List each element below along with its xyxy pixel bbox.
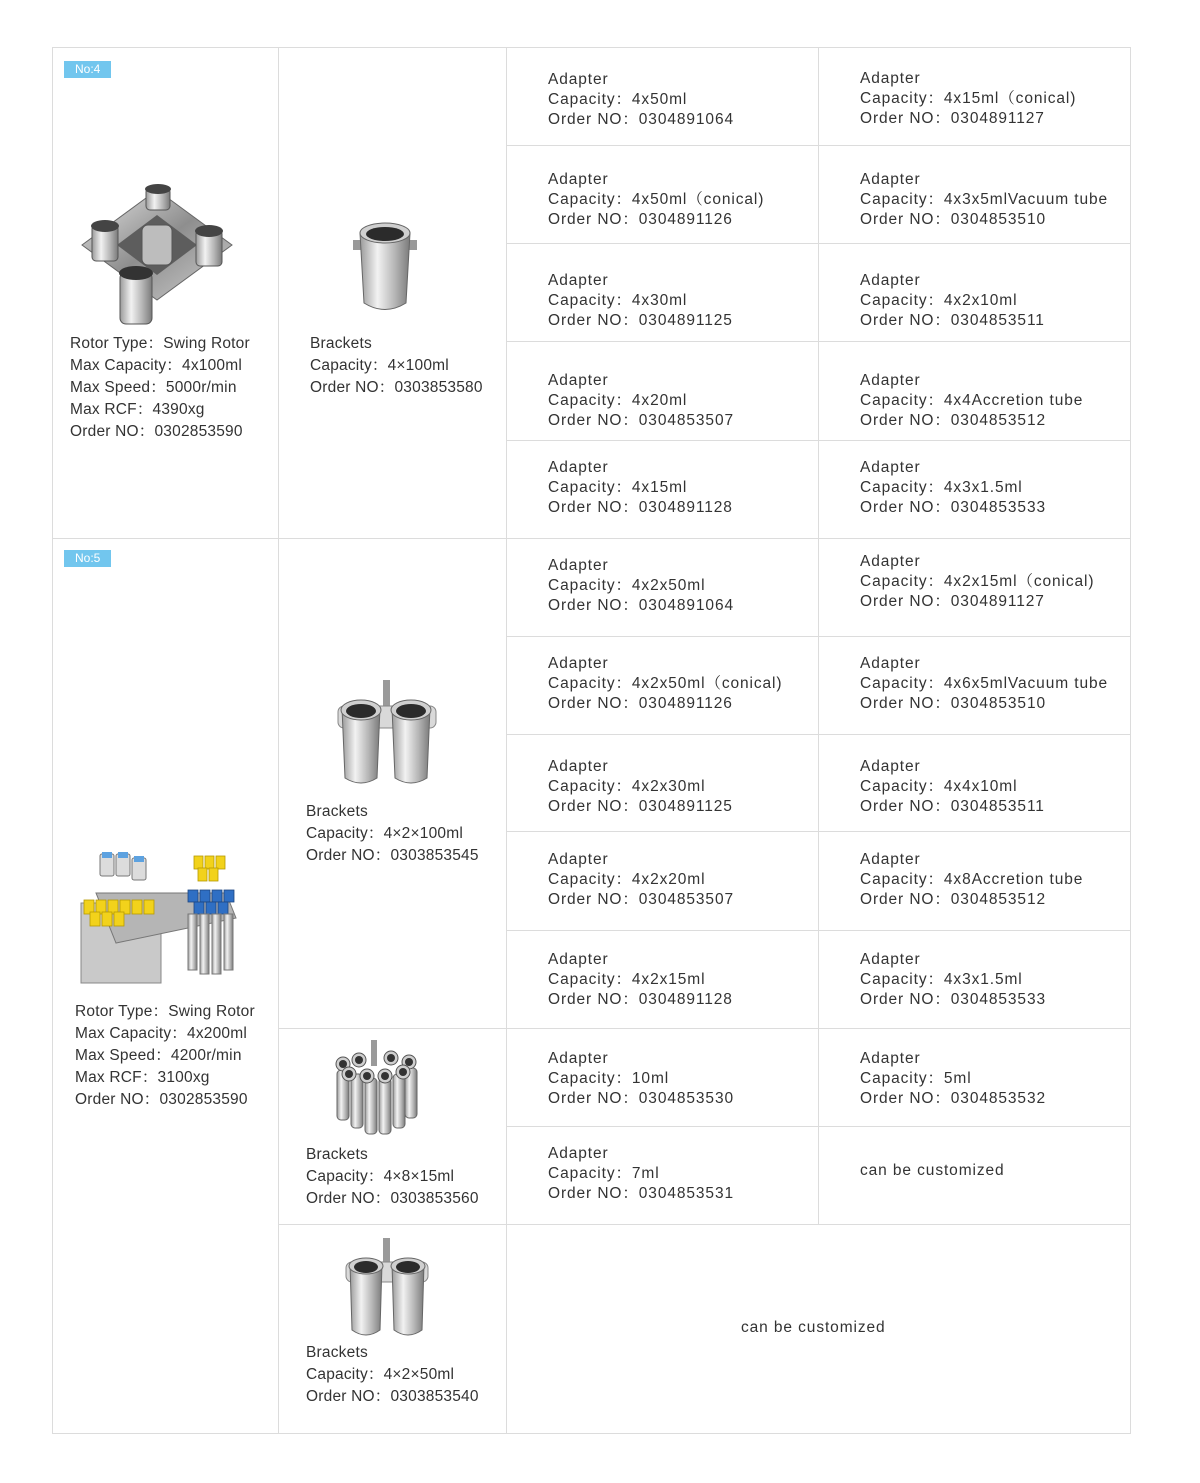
col-divider-bracket (506, 47, 507, 1434)
row-divider (506, 145, 1131, 146)
rotor-specs-no4 (70, 333, 250, 443)
section-badge-no4: No:4 (64, 61, 111, 78)
adapter-cell: Adapter Capacity：4x30ml Order NO：0304891125 (548, 272, 733, 329)
rotor-type: Rotor Type：Swing Rotor (70, 335, 250, 352)
rotor-max-capacity: Max Capacity：4x100ml (70, 357, 242, 374)
adapter-cell: Adapter Capacity：4x3x1.5ml Order NO：0304853533 (860, 459, 1046, 516)
adapter-cell: Adapter Capacity：7ml Order NO：0304853531 (548, 1145, 734, 1202)
bracket-specs-no5-1 (306, 801, 479, 867)
row-divider (506, 636, 1131, 637)
row-divider (506, 1126, 1131, 1127)
rotor-specs-no5 (75, 1001, 255, 1111)
bracket-capacity: Capacity：4×8×15ml (306, 1168, 455, 1185)
double-bucket-small-image (342, 1238, 432, 1340)
adapter-cell: Adapter Capacity：4x4x10ml Order NO：0304853511 (860, 758, 1045, 815)
adapter-cell: Adapter Capacity：4x2x30ml Order NO：0304891125 (548, 758, 733, 815)
single-bucket-image (350, 218, 420, 314)
rotor-order-no: Order NO：0302853590 (75, 1091, 248, 1108)
swing-rotor-4-bucket-image (72, 180, 242, 330)
adapter-cell: Adapter Capacity：4x15ml（conical) Order NO：0304891127 (860, 70, 1077, 127)
eight-tube-holder-image (333, 1040, 419, 1136)
adapter-cell: Adapter Capacity：4x2x15ml Order NO：0304891128 (548, 951, 733, 1008)
table-top-border (52, 47, 1131, 48)
rotor-max-rcf: Max RCF：4390xg (70, 401, 205, 418)
rotor-type: Rotor Type：Swing Rotor (75, 1003, 255, 1020)
rotor-max-speed: Max Speed：4200r/min (75, 1047, 242, 1064)
bracket-divider (278, 1224, 1131, 1225)
customized-note: can be customized (741, 1319, 886, 1336)
row-divider (506, 930, 1131, 931)
bracket-specs-no5-2 (306, 1144, 479, 1210)
row-divider (506, 831, 1131, 832)
swing-rotor-loaded-image (76, 848, 246, 988)
adapter-cell: Adapter Capacity：4x4Accretion tube Order NO：0304853512 (860, 372, 1084, 429)
bracket-label: Brackets (310, 335, 372, 352)
bracket-specs-no4 (310, 333, 483, 399)
row-divider (506, 734, 1131, 735)
adapter-cell: Adapter Capacity：4x50ml（conical) Order NO：0304891126 (548, 171, 765, 228)
adapter-cell: Adapter Capacity：4x2x50ml Order NO：0304891064 (548, 557, 734, 614)
rotor-max-speed: Max Speed：5000r/min (70, 379, 237, 396)
bracket-capacity: Capacity：4×2×100ml (306, 825, 463, 842)
adapter-cell: Adapter Capacity：4x2x50ml（conical) Order NO：0304891126 (548, 655, 783, 712)
rotor-max-capacity: Max Capacity：4x200ml (75, 1025, 247, 1042)
bracket-label: Brackets (306, 1146, 368, 1163)
bracket-capacity: Capacity：4×2×50ml (306, 1366, 455, 1383)
bracket-order-no: Order NO：0303853540 (306, 1388, 479, 1405)
adapter-cell: Adapter Capacity：4x6x5mlVacuum tube Order NO：0304853510 (860, 655, 1109, 712)
adapter-cell: Adapter Capacity：10ml Order NO：0304853530 (548, 1050, 734, 1107)
bracket-divider (278, 1028, 1131, 1029)
table-bottom-border (52, 1433, 1131, 1434)
bracket-label: Brackets (306, 803, 368, 820)
bracket-capacity: Capacity：4×100ml (310, 357, 449, 374)
section-divider (52, 538, 1131, 539)
section-badge-no5: No:5 (64, 550, 111, 567)
adapter-cell: Adapter Capacity：4x2x20ml Order NO：0304853507 (548, 851, 734, 908)
table-right-border (1130, 47, 1131, 1434)
row-divider (506, 243, 1131, 244)
adapter-cell: Adapter Capacity：4x3x1.5ml Order NO：0304853533 (860, 951, 1046, 1008)
rotor-order-no: Order NO：0302853590 (70, 423, 243, 440)
adapter-cell: Adapter Capacity：4x3x5mlVacuum tube Order NO：0304853510 (860, 171, 1109, 228)
double-bucket-image (332, 678, 442, 788)
bracket-order-no: Order NO：0303853580 (310, 379, 483, 396)
bracket-label: Brackets (306, 1344, 368, 1361)
table-left-border (52, 47, 53, 1434)
customized-note: can be customized (860, 1162, 1005, 1179)
col-divider-rotor (278, 47, 279, 1434)
adapter-cell: Adapter Capacity：5ml Order NO：0304853532 (860, 1050, 1046, 1107)
adapter-cell: Adapter Capacity：4x2x10ml Order NO：0304853511 (860, 272, 1045, 329)
adapter-cell: Adapter Capacity：4x8Accretion tube Order NO：0304853512 (860, 851, 1084, 908)
rotor-max-rcf: Max RCF：3100xg (75, 1069, 210, 1086)
adapter-cell: Adapter Capacity：4x15ml Order NO：0304891128 (548, 459, 733, 516)
bracket-order-no: Order NO：0303853545 (306, 847, 479, 864)
adapter-cell: Adapter Capacity：4x2x15ml（conical) Order NO：0304891127 (860, 553, 1095, 610)
adapter-cell: Adapter Capacity：4x20ml Order NO：0304853507 (548, 372, 734, 429)
bracket-specs-no5-3 (306, 1342, 479, 1408)
bracket-order-no: Order NO：0303853560 (306, 1190, 479, 1207)
adapter-cell: Adapter Capacity：4x50ml Order NO：0304891064 (548, 71, 734, 128)
row-divider (506, 341, 1131, 342)
row-divider (506, 440, 1131, 441)
